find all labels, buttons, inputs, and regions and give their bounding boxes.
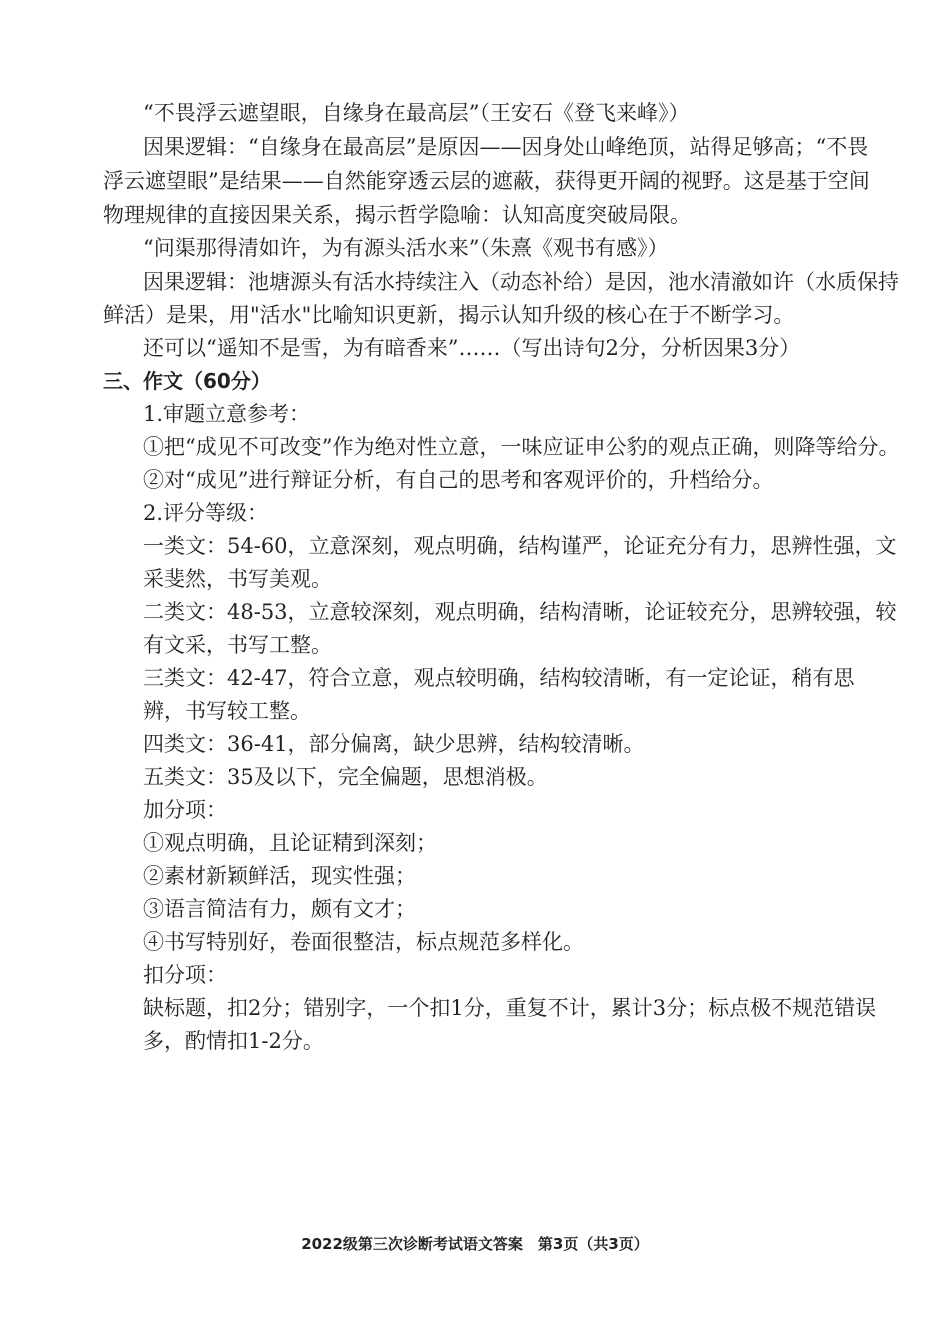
grade-4-line-1: 四类文：36-41，部分偏离，缺少思辨，结构较清晰。 [143,732,645,756]
topic-item-1: ①把“成见不可改变”作为绝对性立意，一味应证申公豹的观点正确，则降等给分。 [143,435,900,459]
analysis-1-line-3: 物理规律的直接因果关系，揭示哲学隐喻：认知高度突破局限。 [103,203,691,227]
grade-1-line-2: 采斐然，书写美观。 [143,567,332,591]
analysis-2-line-1: 因果逻辑：池塘源头有活水持续注入（动态补给）是因，池水清澈如许（水质保持 [143,270,899,294]
deduct-line-1: 缺标题，扣2分；错别字，一个扣1分，重复不计，累计3分；标点极不规范错误 [143,996,877,1020]
grade-3-line-1: 三类文：42-47，符合立意，观点较明确，结构较清晰，有一定论证，稍有思 [143,666,855,690]
grade-1-line-1: 一类文：54-60，立意深刻，观点明确，结构谨严，论证充分有力，思辨性强，文 [143,534,897,558]
bonus-item-4: ④书写特别好，卷面很整洁，标点规范多样化。 [143,930,584,954]
grade-2-line-2: 有文采，书写工整。 [143,633,332,657]
grade-2-line-1: 二类文：48-53，立意较深刻，观点明确，结构清晰，论证较充分，思辨较强，较 [143,600,897,624]
grade-3-line-2: 辨，书写较工整。 [143,699,311,723]
bonus-item-1: ①观点明确，且论证精到深刻； [143,831,437,855]
topic-item-2: ②对“成见”进行辩证分析，有自己的思考和客观评价的，升档给分。 [143,468,774,492]
page-footer: 2022级第三次诊断考试语文答案 第3页（共3页） [301,1235,649,1253]
bonus-title: 加分项： [143,798,227,822]
section-heading: 三、作文（60分） [103,369,271,393]
grade-title: 2.评分等级： [143,501,269,525]
analysis-2-line-2: 鲜活）是果，用"活水"比喻知识更新，揭示认知升级的核心在于不断学习。 [103,303,795,327]
extra-example: 还可以“遥知不是雪，为有暗香来”……（写出诗句2分，分析因果3分） [143,336,801,360]
analysis-1-line-1: 因果逻辑：“自缘身在最高层”是原因——因身处山峰绝顶，站得足够高；“不畏 [143,135,869,159]
analysis-1-line-2: 浮云遮望眼”是结果——自然能穿透云层的遮蔽，获得更开阔的视野。这是基于空间 [103,169,870,193]
poem-quote-1: “不畏浮云遮望眼，自缘身在最高层”（王安石《登飞来峰》） [143,101,690,125]
poem-quote-2: “问渠那得清如许，为有源头活水来”（朱熹《观书有感》） [143,236,669,260]
bonus-item-2: ②素材新颖鲜活，现实性强； [143,864,416,888]
topic-title: 1.审题立意参考： [143,402,311,426]
deduct-title: 扣分项： [143,963,227,987]
bonus-item-3: ③语言简洁有力，颇有文才； [143,897,416,921]
deduct-line-2: 多，酌情扣1-2分。 [143,1029,324,1053]
grade-5-line-1: 五类文：35及以下，完全偏题，思想消极。 [143,765,548,789]
